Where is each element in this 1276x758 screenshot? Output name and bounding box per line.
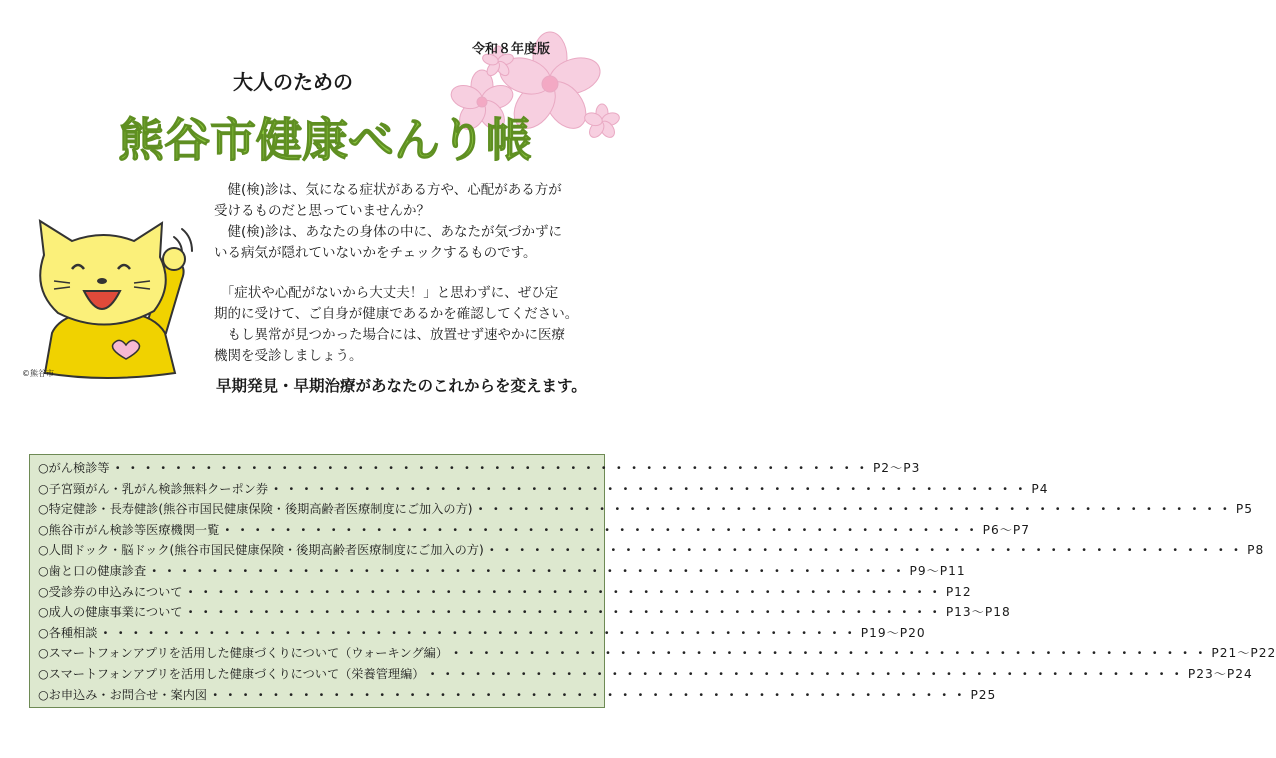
toc-row[interactable]: [38, 480, 1049, 501]
toc-page: P8: [1247, 543, 1265, 558]
toc-page: P25: [970, 687, 997, 702]
toc-label: ○特定健診・長寿健診(熊谷市国民健康保険・後期高齢者医療制度にご加入の方): [38, 502, 473, 517]
toc-row[interactable]: [38, 541, 1265, 562]
edition-year-label: 令和８年度版: [472, 42, 551, 57]
toc-label: ○子宮頸がん・乳がん検診無料クーポン券: [38, 481, 269, 496]
toc-page: P13～P18: [945, 605, 1011, 620]
toc-label: ○成人の健康事業について: [38, 605, 183, 620]
toc-leader: ・・・・・・・・・・・・・・・・・・・・・・・・・・・・・・・・・・・・・・・・・・・・・・・・・・: [450, 646, 1210, 661]
slogan: 早期発見・早期治療があなたのこれからを変えます。: [216, 377, 587, 395]
intro-line: いる病気が隠れていないかをチェックするものです。: [214, 245, 537, 261]
intro-line: 健(検)診は、あなたの身体の中に、あなたが気づかずに: [214, 224, 563, 240]
toc-leader: ・・・・・・・・・・・・・・・・・・・・・・・・・・・・・・・・・・・・・・・・・・・・・・・・・・: [184, 605, 944, 620]
toc-leader: ・・・・・・・・・・・・・・・・・・・・・・・・・・・・・・・・・・・・・・・・・・・・・・・・・・: [111, 461, 871, 475]
toc-label: ○受診券の申込みについて: [38, 584, 183, 599]
toc-leader: ・・・・・・・・・・・・・・・・・・・・・・・・・・・・・・・・・・・・・・・・・・・・・・・・・・: [485, 543, 1246, 558]
table-of-contents: [29, 454, 1276, 708]
mascot-copyright: ©熊谷市: [22, 369, 54, 378]
intro-line: 受けるものだと思っていませんか？: [214, 203, 430, 219]
toc-page: P6～P7: [982, 522, 1031, 537]
toc-page: P2～P3: [872, 461, 921, 475]
toc-row[interactable]: [38, 644, 1276, 665]
toc-label: ○スマートフォンアプリを活用した健康づくりについて（ウォーキング編）: [38, 646, 449, 661]
intro-line: 健(検)診は、気になる症状がある方や、心配がある方が: [214, 182, 562, 198]
toc-label: ○熊谷市がん検診等医療機関一覧: [38, 522, 220, 537]
toc-page: P19～P20: [860, 625, 926, 640]
toc-row[interactable]: [38, 521, 1031, 542]
toc-page: P4: [1031, 481, 1049, 496]
toc-label: ○がん検診等: [38, 461, 110, 475]
toc-label: ○各種相談: [38, 625, 98, 640]
toc-row[interactable]: [38, 583, 972, 604]
toc-leader: ・・・・・・・・・・・・・・・・・・・・・・・・・・・・・・・・・・・・・・・・・・・・・・・・・・: [209, 687, 969, 702]
toc-leader: ・・・・・・・・・・・・・・・・・・・・・・・・・・・・・・・・・・・・・・・・・・・・・・・・・・: [221, 522, 981, 537]
intro-line: もし異常が見つかった場合には、放置せず速やかに医療: [214, 327, 565, 343]
toc-leader: ・・・・・・・・・・・・・・・・・・・・・・・・・・・・・・・・・・・・・・・・・・・・・・・・・・: [426, 666, 1186, 681]
intro-text: [214, 180, 594, 367]
toc-page: P9～P11: [909, 563, 966, 578]
toc-label: ○お申込み・お問合せ・案内図: [38, 687, 208, 702]
toc-label: ○スマートフォンアプリを活用した健康づくりについて（栄養管理編）: [38, 666, 425, 681]
toc-row[interactable]: [38, 500, 1254, 521]
intro-line: 期的に受けて、ご自身が健康であるかを確認してください。: [214, 306, 579, 322]
toc-leader: ・・・・・・・・・・・・・・・・・・・・・・・・・・・・・・・・・・・・・・・・・・・・・・・・・・: [184, 584, 944, 599]
toc-page: P21～P22: [1211, 646, 1276, 661]
intro-line: 機関を受診しましょう。: [214, 348, 363, 364]
mascot-illustration: [14, 215, 200, 380]
page-subtitle: 大人のための: [233, 70, 353, 94]
toc-leader: ・・・・・・・・・・・・・・・・・・・・・・・・・・・・・・・・・・・・・・・・・・・・・・・・・・: [270, 481, 1030, 496]
toc-page: P23～P24: [1187, 666, 1253, 681]
toc-page: P12: [945, 584, 972, 599]
toc-row[interactable]: [38, 562, 966, 583]
toc-row[interactable]: [38, 686, 997, 707]
toc-leader: ・・・・・・・・・・・・・・・・・・・・・・・・・・・・・・・・・・・・・・・・・・・・・・・・・・: [99, 625, 859, 640]
page-title: 熊谷市健康べんり帳: [118, 113, 532, 167]
toc-row[interactable]: [38, 459, 921, 480]
toc-page: P5: [1235, 502, 1254, 517]
toc-label: ○人間ドック・脳ドック(熊谷市国民健康保険・後期高齢者医療制度にご加入の方): [38, 543, 484, 558]
intro-line: 「症状や心配がないから大丈夫！」と思わずに、ぜひ定: [214, 285, 559, 301]
toc-leader: ・・・・・・・・・・・・・・・・・・・・・・・・・・・・・・・・・・・・・・・・・・・・・・・・・・: [148, 563, 908, 578]
toc-leader: ・・・・・・・・・・・・・・・・・・・・・・・・・・・・・・・・・・・・・・・・・・・・・・・・・・: [474, 502, 1234, 517]
toc-label: ○歯と口の健康診査: [38, 563, 147, 578]
toc-row[interactable]: [38, 665, 1253, 686]
toc-row[interactable]: [38, 603, 1011, 624]
toc-row[interactable]: [38, 624, 926, 645]
